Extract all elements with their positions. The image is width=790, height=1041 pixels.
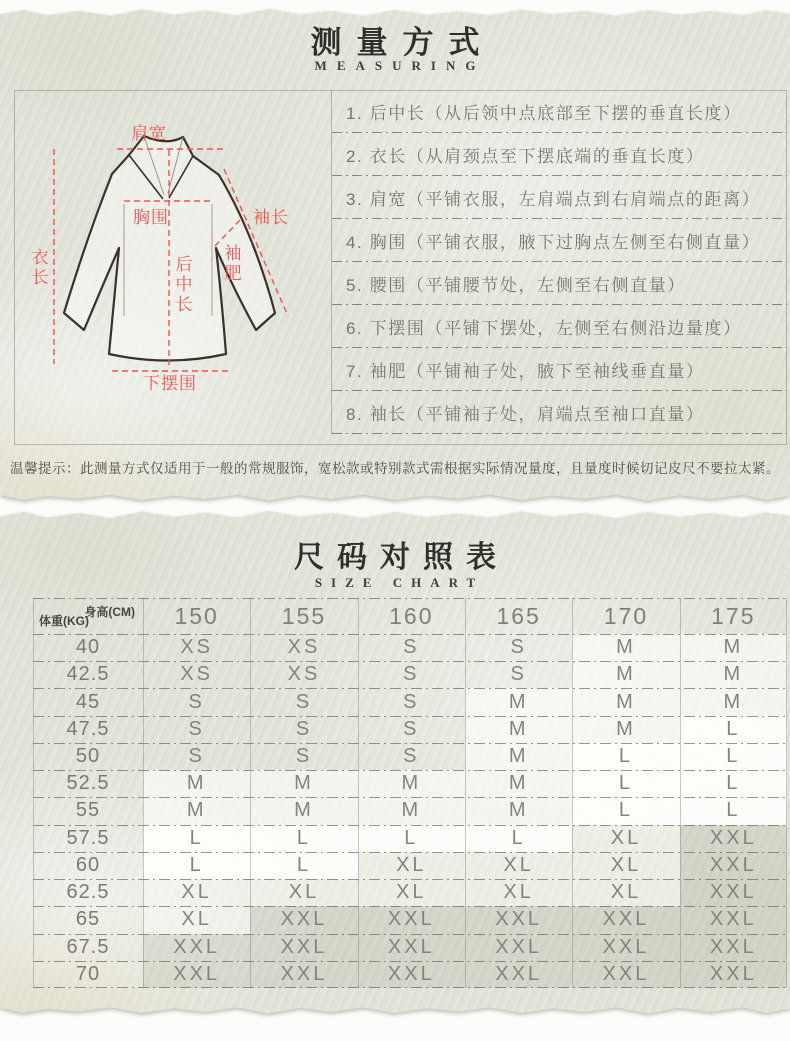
- size-chart-title: 尺码对照表: [294, 541, 509, 574]
- table-column-divider: [465, 598, 466, 988]
- weight-cell: 52.5: [66, 772, 110, 795]
- weight-cell: 40: [75, 636, 101, 659]
- size-cell: L: [358, 825, 465, 852]
- size-cell: M: [572, 661, 679, 688]
- size-cell: M: [358, 770, 465, 797]
- size-cell: XXL: [572, 906, 679, 933]
- size-cell: XXL: [572, 934, 679, 961]
- size-cell: XXL: [465, 934, 572, 961]
- table-row-divider: [33, 934, 787, 935]
- size-cell: M: [465, 770, 572, 797]
- height-header-cell: 150: [174, 602, 219, 629]
- size-cell: M: [680, 688, 787, 715]
- size-cell: XL: [143, 879, 250, 906]
- table-row-divider: [33, 825, 787, 826]
- table-column-divider: [572, 598, 573, 988]
- size-cell: XXL: [572, 961, 679, 988]
- table-row-divider: [33, 879, 787, 880]
- table-column-divider: [680, 598, 681, 988]
- size-cell: S: [510, 636, 527, 659]
- weight-cell: 42.5: [66, 663, 110, 686]
- size-cell: L: [465, 825, 572, 852]
- weight-cell: 62.5: [66, 881, 110, 904]
- table-row-divider: [33, 852, 787, 853]
- size-cell: XXL: [680, 852, 787, 879]
- diagram-label-back-center: 后中长: [172, 255, 192, 315]
- measuring-step: 1. 后中长（从后领中点底部至下摆的垂直长度）: [332, 90, 787, 133]
- measuring-title: 测量方式: [310, 25, 495, 60]
- height-header-cell: 175: [711, 602, 756, 629]
- measuring-step: 7. 袖肥（平铺袖子处，腋下至袖线垂直量）: [332, 348, 787, 391]
- table-row-divider: [33, 906, 787, 907]
- size-cell: L: [680, 716, 787, 743]
- diagram-label-garment-length: 衣长: [28, 248, 48, 288]
- measuring-step: 4. 胸围（平铺衣服，腋下过胸点左侧至右侧直量）: [332, 219, 787, 262]
- size-table: [33, 598, 787, 988]
- diagram-label-sleeve-width: 袖肥: [221, 244, 241, 284]
- weight-cell: 65: [75, 908, 101, 931]
- table-column-divider: [143, 598, 144, 988]
- height-header-cell: 160: [389, 602, 434, 629]
- table-column-divider: [250, 598, 251, 988]
- size-cell: S: [295, 745, 313, 768]
- size-cell: M: [465, 797, 572, 824]
- size-cell: L: [572, 743, 679, 770]
- size-cell: L: [250, 852, 357, 879]
- size-cell: S: [510, 663, 527, 686]
- table-row-divider: [33, 797, 787, 798]
- tip-note: 温馨提示：此测量方式仅适用于一般的常规服饰，宽松款或特别款式需根据实际情况量度，且量度时候切记皮尺不要拉太紧。: [10, 461, 780, 476]
- size-cell: M: [250, 797, 357, 824]
- measuring-step: 6. 下摆围（平铺下摆处，左侧至右侧沿边量度）: [332, 305, 787, 348]
- size-cell: M: [680, 634, 787, 661]
- size-cell: L: [572, 797, 679, 824]
- garment-outline: [64, 136, 275, 361]
- size-cell: XL: [465, 852, 572, 879]
- weight-cell: 70: [75, 962, 101, 985]
- size-cell: L: [680, 770, 787, 797]
- size-cell: S: [188, 717, 205, 740]
- height-unit-label: 身高(CM): [84, 605, 135, 619]
- size-cell: XS: [180, 636, 213, 659]
- size-cell: XL: [465, 879, 572, 906]
- size-cell: XL: [358, 879, 465, 906]
- size-cell: XXL: [465, 961, 572, 988]
- size-cell: M: [250, 770, 357, 797]
- size-cell: XXL: [680, 906, 787, 933]
- size-cell: XXL: [358, 906, 465, 933]
- diagram-label-shoulder-width: 肩宽: [131, 124, 167, 143]
- height-header-cell: 155: [281, 602, 327, 629]
- size-cell: XXL: [680, 961, 787, 988]
- size-cell: L: [680, 797, 787, 824]
- size-cell: XXL: [143, 934, 250, 961]
- diagram-label-hem: 下摆围: [143, 374, 197, 393]
- size-cell: M: [465, 688, 572, 715]
- size-cell: S: [403, 717, 420, 740]
- size-cell: L: [680, 743, 787, 770]
- garment-diagram: [12, 92, 332, 442]
- measuring-step: 8. 袖长（平铺袖子处，肩端点至袖口直量）: [332, 391, 787, 434]
- table-row-divider: [33, 634, 787, 635]
- weight-cell: 50: [75, 745, 101, 768]
- size-cell: L: [572, 770, 679, 797]
- size-cell: M: [572, 716, 679, 743]
- height-header-cell: 170: [603, 602, 649, 629]
- size-cell: M: [143, 770, 250, 797]
- table-column-divider: [33, 598, 34, 988]
- weight-cell: 67.5: [66, 935, 110, 958]
- weight-cell: 45: [75, 690, 101, 713]
- size-cell: XS: [287, 636, 321, 659]
- size-cell: XXL: [358, 961, 465, 988]
- weight-cell: 47.5: [66, 717, 110, 740]
- size-cell: XXL: [250, 934, 357, 961]
- corner-cell: [33, 598, 143, 634]
- size-cell: XXL: [143, 961, 250, 988]
- size-cell: M: [465, 716, 572, 743]
- size-cell: XL: [572, 879, 679, 906]
- diagram-label-sleeve-length: 袖长: [253, 208, 289, 227]
- table-row-divider: [33, 770, 787, 771]
- size-cell: M: [143, 797, 250, 824]
- size-cell: XS: [287, 663, 321, 686]
- size-cell: XXL: [680, 934, 787, 961]
- size-cell: M: [465, 743, 572, 770]
- weight-cell: 55: [75, 799, 101, 822]
- size-cell: XL: [143, 906, 250, 933]
- table-column-divider: [358, 598, 359, 988]
- size-cell: S: [403, 690, 420, 713]
- measuring-step: 2. 衣长（从肩颈点至下摆底端的垂直长度）: [332, 133, 787, 176]
- height-header-cell: 165: [496, 602, 541, 629]
- size-cell: M: [572, 634, 679, 661]
- size-cell: S: [295, 717, 313, 740]
- measuring-steps-list: [331, 90, 787, 434]
- weight-cell: 57.5: [66, 826, 110, 849]
- table-row-divider: [33, 716, 787, 717]
- size-cell: XXL: [358, 934, 465, 961]
- weight-cell: 60: [75, 853, 101, 876]
- table-row-divider: [33, 598, 787, 599]
- table-row-divider: [33, 688, 787, 689]
- size-cell: XL: [250, 879, 357, 906]
- measuring-step: 3. 肩宽（平铺衣服，左肩端点到右肩端点的距离）: [332, 176, 787, 219]
- size-cell: L: [143, 852, 250, 879]
- size-cell: M: [358, 797, 465, 824]
- table-row-divider: [33, 987, 787, 988]
- size-cell: XL: [358, 852, 465, 879]
- size-cell: XXL: [465, 906, 572, 933]
- table-row-divider: [33, 661, 787, 662]
- weight-unit-label: 体重(KG): [39, 614, 89, 628]
- size-cell: XL: [572, 825, 679, 852]
- size-cell: XXL: [250, 906, 357, 933]
- size-cell: M: [572, 688, 679, 715]
- size-chart-subtitle: SIZE CHART: [314, 575, 485, 590]
- table-row-divider: [33, 743, 787, 744]
- size-cell: S: [188, 690, 205, 713]
- measuring-subtitle: MEASURING: [314, 58, 486, 73]
- size-cell: S: [295, 690, 313, 713]
- size-cell: XXL: [680, 879, 787, 906]
- table-row-divider: [33, 961, 787, 962]
- measuring-step: 5. 腰围（平铺腰节处，左侧至右侧直量）: [332, 262, 787, 305]
- diagram-label-chest: 胸围: [133, 208, 169, 227]
- size-cell: XS: [180, 663, 213, 686]
- table-column-divider: [786, 598, 787, 988]
- size-cell: S: [403, 663, 420, 686]
- size-cell: XXL: [680, 825, 787, 852]
- size-cell: L: [250, 825, 357, 852]
- size-cell: XL: [572, 852, 679, 879]
- size-cell: S: [403, 745, 420, 768]
- size-cell: S: [188, 745, 205, 768]
- size-cell: S: [403, 636, 420, 659]
- size-cell: XXL: [250, 961, 357, 988]
- size-cell: M: [680, 661, 787, 688]
- size-cell: L: [143, 825, 250, 852]
